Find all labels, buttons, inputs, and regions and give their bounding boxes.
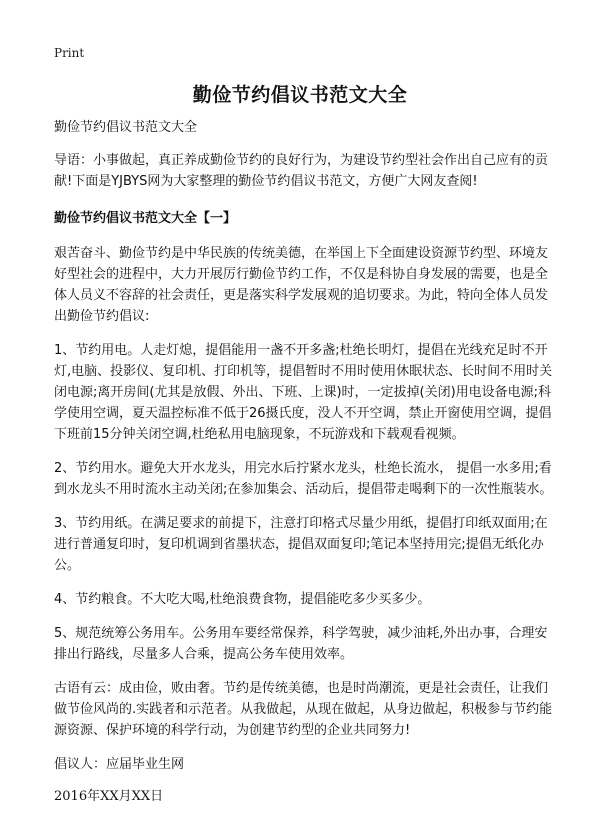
opening-paragraph: 艰苦奋斗、勤俭节约是中华民族的传统美德，在举国上下全面建设资源节约型、环境友好型社会的进程中，大力开展厉行勤俭节约工作，不仅是科协自身发展的需要，也是全体人员义不容辞的社会责任，更是落实科学发展观的追切要求。为此，特向全体人员发出勤俭节约倡议: <box>54 246 549 324</box>
section-heading: 勤俭节约倡议书范文大全【一】 <box>54 211 237 226</box>
list-item: 1、节约用电。人走灯熄，提倡能用一盏不开多盏;杜绝长明灯，提倡在光线充足时不开灯,电脑、投影仪、复印机、打印机等，提倡暂时不用时使用休眠状态、长时间不用时关闭电源;离开房间(尤其是放假、外出、下班、上课)时，一定拔掉(关闭)用电设备电源;科学使用空调，夏天温控标准不低于26摄氏度，没人不开空调，禁止开窗使用空调，提倡下班前15分钟关闭空调,杜绝私用电脑现象，不玩游戏和下载观看视频。 <box>54 343 553 442</box>
article-subtitle: 勤俭节约倡议书范文大全 <box>54 120 198 135</box>
print-link[interactable]: Print <box>54 46 85 60</box>
date-line: 2016年XX月XX日 <box>54 789 164 804</box>
page-title: 勤俭节约倡议书范文大全 <box>192 84 408 106</box>
list-item: 2、节约用水。避免大开水龙头，用完水后拧紧水龙头，杜绝长流水， 提倡一水多用;看到水龙头不用时流水主动关闭;在参加集会、活动后，提倡带走喝剩下的一次性瓶装水。 <box>54 461 553 497</box>
article-intro: 导语：小事做起，真正养成勤俭节约的良好行为，为建设节约型社会作出自己应有的贡献!下面是YJBYS网为大家整理的勤俭节约倡议书范文，方便广大网友查阅! <box>54 153 549 189</box>
closing-paragraph: 古语有云：成由俭，败由奢。节约是传统美德，也是时尚潮流，更是社会责任，让我们做节俭风尚的.实践者和示范者。从我做起，从现在做起，从身边做起，积极参与节约能源资源、保护环境的科学行动，为创建节约型的企业共同努力! <box>54 681 553 738</box>
signature: 倡议人：应届毕业生网 <box>54 757 185 772</box>
list-item: 3、节约用纸。在满足要求的前提下，注意打印格式尽量少用纸，提倡打印纸双面用;在进行普通复印时，复印机调到省墨状态，提倡双面复印;笔记本坚持用完;提倡无纸化办公。 <box>54 516 548 573</box>
list-item: 4、节约粮食。不大吃大喝,杜绝浪费食物，提倡能吃多少买多少。 <box>54 592 431 607</box>
article-body <box>54 117 559 818</box>
list-item: 5、规范统筹公务用车。公务用车要经常保养，科学驾驶，减少油耗,外出办事，合理安排出行路线，尽量多人合乘，提高公务车使用效率。 <box>54 626 548 662</box>
